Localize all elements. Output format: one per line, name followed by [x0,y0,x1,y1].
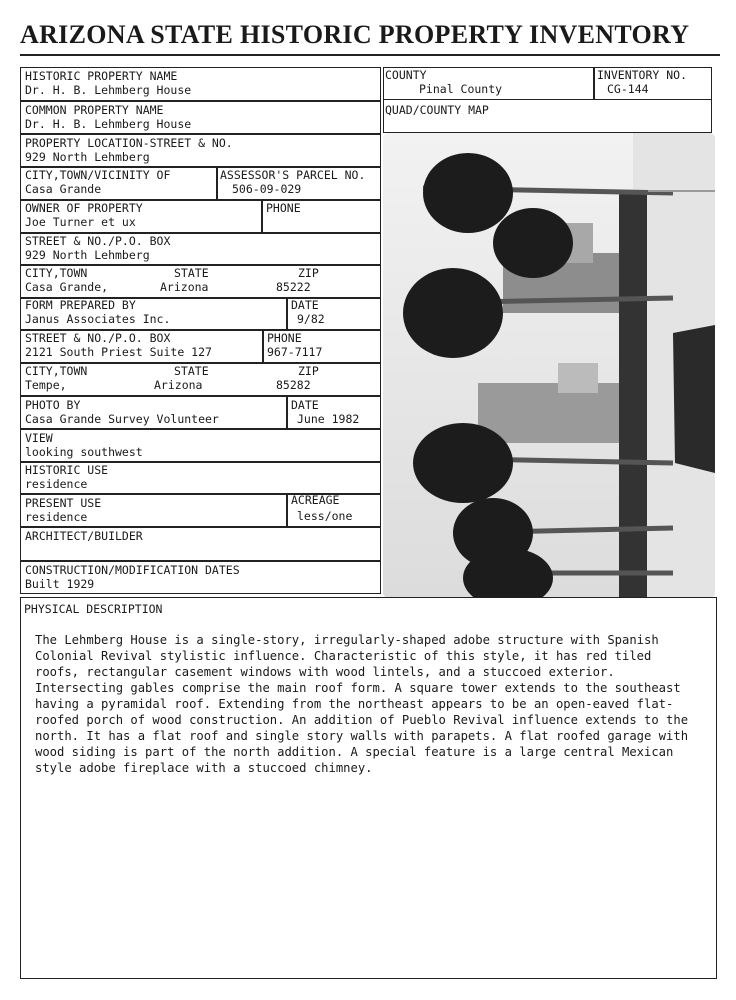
present-use-cell [25,496,101,524]
row-divider [20,560,381,562]
field-label: CITY,TOWN [25,266,88,280]
field-label: PHONE [266,201,301,215]
prep-zip-value: 85282 [276,378,311,392]
field-label: VIEW [25,431,53,445]
construction-cell [25,563,240,591]
owner-phone-cell [266,201,301,215]
owner-city-cell [25,266,108,294]
field-label: PRESENT USE [25,496,102,510]
acreage-cell [291,493,352,523]
owner-value: Joe Turner et ux [25,215,136,229]
field-label: FORM PREPARED BY [25,298,136,312]
physical-description-label: PHYSICAL DESCRIPTION [24,602,163,616]
prep-state-value: Arizona [154,378,203,392]
construction-value: Built 1929 [25,577,95,591]
historic-name-value: Dr. H. B. Lehmberg House [25,83,192,97]
present-use-value: residence [25,510,88,524]
photo-date-value: June 1982 [297,412,360,426]
owner-state-value: Arizona [160,280,209,294]
owner-street-cell [25,234,170,262]
location-cell [25,136,233,164]
prepared-by-value: Janus Associates Inc. [25,312,171,326]
col-divider [261,199,263,232]
row-divider [20,395,381,397]
location-value: 929 North Lehmberg [25,150,150,164]
field-label: PROPERTY LOCATION-STREET & NO. [25,136,233,150]
owner-street-value: 929 North Lehmberg [25,248,150,262]
col-divider [286,297,288,329]
col-divider [262,329,264,362]
photo-date-cell [291,398,359,426]
city-vicinity-cell [25,168,170,196]
photo-by-value: Casa Grande Survey Volunteer [25,412,219,426]
field-label: QUAD/COUNTY MAP [385,103,489,117]
palm-trees-photo-icon [383,133,715,598]
common-name-value: Dr. H. B. Lehmberg House [25,117,192,131]
prep-phone-cell [267,331,322,359]
field-label: OWNER OF PROPERTY [25,201,143,215]
col-divider [286,493,288,526]
owner-cell [25,201,143,229]
field-label: CITY,TOWN [25,364,88,378]
physical-description-text: The Lehmberg House is a single-story, irregularly-shaped adobe structure with Spanish Colonial Revival stylistic influence. Characteristic of this style, it has red tiled roofs, rectangular casement windows with wood lintels, and a stuccoed exterior. Intersecting gables comprise the main roof form. A square tower extends to the southeast having a pyramidal roof. Extending from the northeast appears to be an open-eaved flat-roofed porch of wood construction. An addition of Pueblo Revival influence extends to the north. It has a flat roof and single story walls with parapets. A flat roofed garage with wood siding is part of the north addition. A special feature is a large central Mexican style adobe fireplace with a stuccoed chimney. [35,633,689,775]
title-rule [20,54,720,56]
field-label: ASSESSOR'S PARCEL NO. [220,168,366,182]
field-label: ZIP [298,266,319,280]
acreage-value: less/one [297,509,353,523]
field-label: STREET & NO./P.O. BOX [25,234,171,248]
field-label: CONSTRUCTION/MODIFICATION DATES [25,563,240,577]
view-cell [25,431,143,459]
field-label: CITY,TOWN/VICINITY OF [25,168,171,182]
field-label: DATE [291,398,319,412]
field-label: STATE [174,364,209,378]
owner-zip-cell [276,266,319,294]
field-label: ARCHITECT/BUILDER [25,529,143,543]
quad-map-cell [385,103,489,117]
historic-use-cell [25,463,108,491]
county-cell [385,68,502,96]
field-label: STATE [174,266,209,280]
owner-state-cell [160,266,209,294]
field-label: STREET & NO./P.O. BOX [25,331,171,345]
prep-zip-cell [276,364,319,392]
field-label: ZIP [298,364,319,378]
architect-cell [25,529,143,543]
field-label: COUNTY [385,68,427,82]
photo-by-cell [25,398,219,426]
assessor-parcel-value: 506-09-029 [232,182,302,196]
prep-phone-value: 967-7117 [267,345,323,359]
prep-city-cell [25,364,87,392]
prepared-date-cell [291,298,325,326]
field-label: DATE [291,298,319,312]
view-value: looking southwest [25,445,143,459]
prep-street-value: 2121 South Priest Suite 127 [25,345,212,359]
col-divider [216,166,218,199]
owner-city-value: Casa Grande, [25,280,109,294]
field-label: HISTORIC USE [25,463,109,477]
row-divider [20,428,381,430]
property-photo [383,133,715,598]
prep-city-value: Tempe, [25,378,67,392]
owner-zip-value: 85222 [276,280,311,294]
inventory-no-cell [597,68,687,96]
city-vicinity-value: Casa Grande [25,182,102,196]
field-label: ACREAGE [291,493,340,507]
form-title: ARIZONA STATE HISTORIC PROPERTY INVENTORY [20,20,690,49]
prep-state-cell [154,364,209,392]
field-label: PHONE [267,331,302,345]
field-label: PHOTO BY [25,398,81,412]
common-name-cell [25,103,191,131]
county-value: Pinal County [419,82,503,96]
col-divider [286,395,288,428]
col-divider [593,67,595,100]
prep-street-cell [25,331,212,359]
field-label: HISTORIC PROPERTY NAME [25,69,178,83]
row-divider [20,100,381,102]
historic-name-cell [25,69,191,97]
field-label: INVENTORY NO. [597,68,688,82]
historic-use-value: residence [25,477,88,491]
prepared-date-value: 9/82 [297,312,325,326]
assessor-parcel-cell [220,168,365,196]
row-divider [20,133,381,135]
field-label: COMMON PROPERTY NAME [25,103,164,117]
row-divider [20,526,381,528]
inventory-no-value: CG-144 [607,82,649,96]
prepared-by-cell [25,298,170,326]
